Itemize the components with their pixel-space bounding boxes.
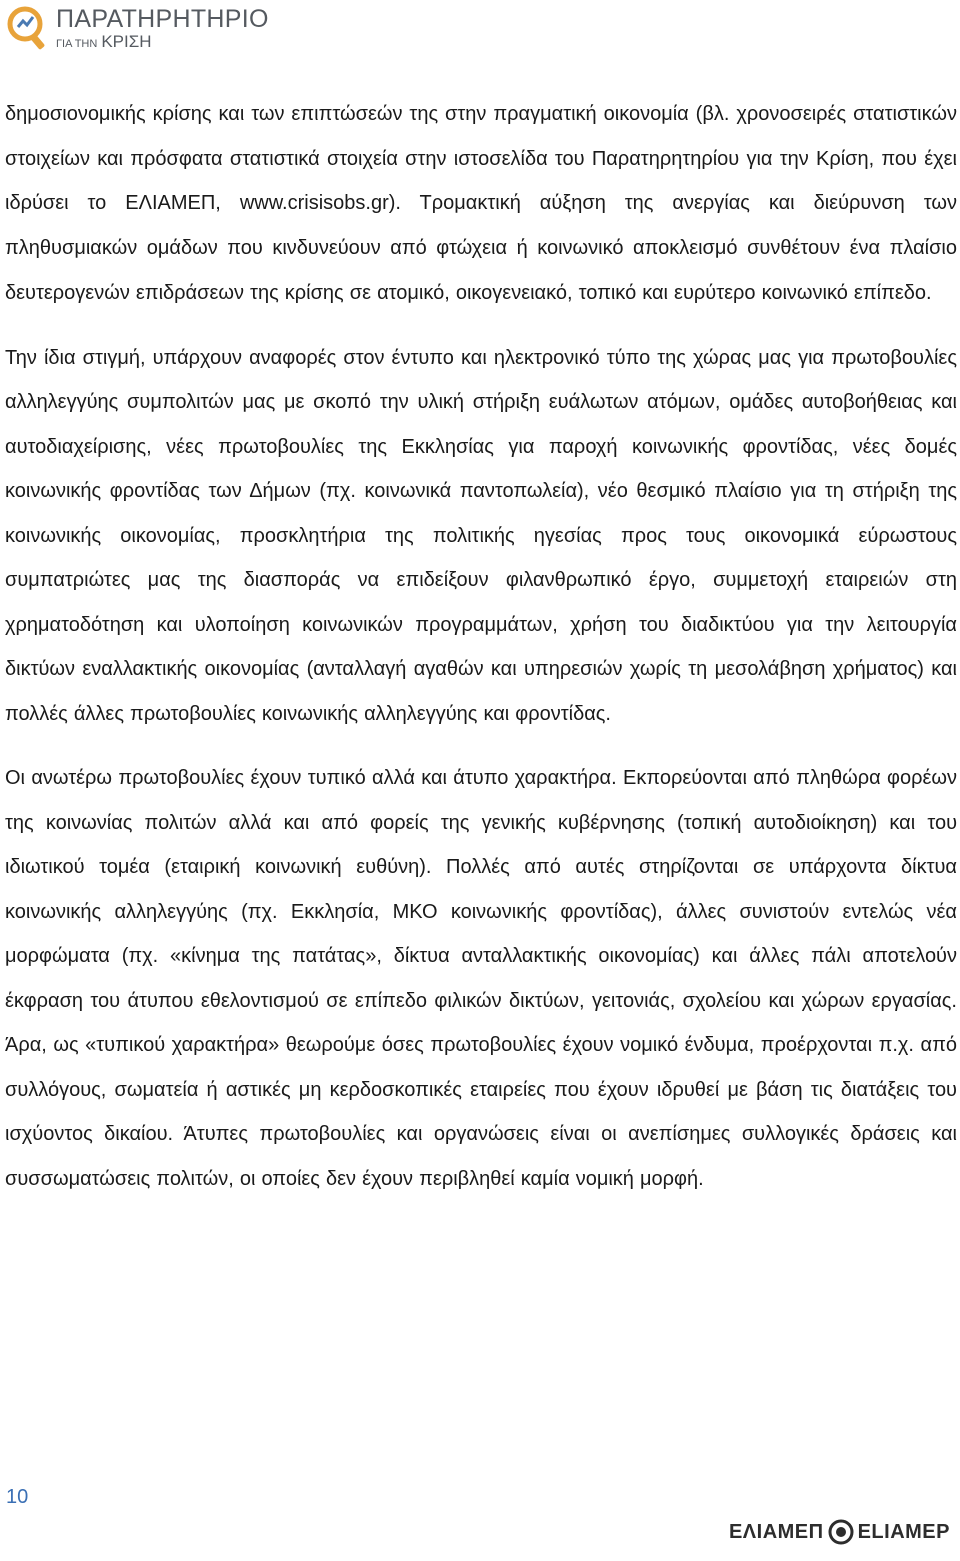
paragraph-2: Την ίδια στιγμή, υπάρχουν αναφορές στον έντυπο και ηλεκτρονικό τύπο της χώρας μας για πρωτοβουλίες αλληλεγγύης συμπολιτών μας με σκοπό την υλική στήριξη ευάλωτων ατόμων, ομάδες αυτοβοήθειας και αυτοδιαχείρισης, νέες πρωτοβουλίες της Εκκλησίας για παροχή κοινωνικής φροντίδας, νέες δομές κοινωνικής φροντίδας των Δήμων (πχ. κοινωνικά παντοπωλεία), νέο θεσμικό πλαίσιο για τη στήριξη της κοινωνικής οικονομίας, προσκλητήρια της πολιτικής ηγεσίας προς τους οικονομικά εύρωστους συμπατριώτες μας της διασποράς να επιδείξουν φιλανθρωπικό έργο, συμμετοχή εταιρειών στη χρηματοδότηση και υλοποίηση κοινωνικών προγραμμάτων, χρήση του διαδικτύου για την λειτουργία δικτύων εναλλακτικής οικονομίας (ανταλλαγή αγαθών και υπηρεσιών χωρίς τη μεσολάβηση χρήματος) και πολλές άλλες πρωτοβουλίες κοινωνικής αλληλεγγύης και φροντίδας. — [5, 346, 957, 725]
paragraph-3: Οι ανωτέρω πρωτοβουλίες έχουν τυπικό αλλά και άτυπο χαρακτήρα. Εκπορεύονται από πληθώρα φορέων της κοινωνίας πολιτών αλλά και από φορείς της γενικής κυβέρνησης (τοπική αυτοδιοίκηση) και του ιδιωτικού τομέα (εταιρική κοινωνική ευθύνη). Πολλές από αυτές στηρίζονται σε υπάρχοντα δίκτυα κοινωνικής αλληλεγγύης (πχ. Εκκλησία, ΜΚΟ κοινωνικής φροντίδας), άλλες συνιστούν εντελώς νέα μορφώματα (πχ. «κίνημα της πατάτας», δίκτυα ανταλλακτικής οικονομίας) και άλλες πάλι αποτελούν έκφραση του άτυπου εθελοντισμού σε επίπεδο φιλικών δικτύων, γειτονιάς, σχολείου και χώρων εργασίας. Άρα, ως «τυπικού χαρακτήρα» θεωρούμε όσες πρωτοβουλίες έχουν νομικό ένδυμα, προέρχονται π.χ. από συλλόγους, σωματεία ή αστικές μη κερδοσκοπικές εταιρείες που έχουν ιδρυθεί με βάση τις διατάξεις του ισχύοντος δικαίου. Άτυπες πρωτοβουλίες και οργανώσεις είναι οι ανεπίσημες συλλογικές δράσεις και συσσωματώσεις πολιτών, οι οποίες δεν έχουν περιβληθεί καμία νομική μορφή. — [5, 767, 957, 1190]
document-body — [5, 92, 957, 1221]
footer-logo-latin: ELIAMEP — [857, 1520, 950, 1543]
crisis-observatory-logo-icon — [6, 5, 48, 51]
logo-subtitle: ΚΡΙΣΗ — [101, 31, 152, 51]
page-number: 10 — [6, 1486, 29, 1508]
paragraph-1: δημοσιονομικής κρίσης και των επιπτώσεών της στην πραγματική οικονομία (βλ. χρονοσειρές στατιστικών στοιχείων και πρόσφατα στατιστικά στοιχεία στην ιστοσελίδα του Παρατηρητηρίου για την Κρίση, που έχει ιδρύσει το ΕΛΙΑΜΕΠ, www.crisisobs.gr). Τρομακτική αύξηση της ανεργίας και διεύρυνση των πληθυσμιακών ομάδων που κινδυνεύουν από φτώχεια ή κοινωνικό αποκλεισμό συνθέτουν ένα πλαίσιο δευτερογενών επιδράσεων της κρίσης σε ατομικό, οικογενειακό, τοπικό και ευρύτερο κοινωνικό επίπεδο. — [5, 103, 957, 304]
footer-logo-greek: ΕΛΙΑΜΕΠ — [728, 1520, 824, 1543]
logo-subtitle-small: ΓΙΑ ΤΗΝ — [56, 37, 98, 50]
logo-title: ΠΑΡΑΤΗΡΗΤΗΡΙΟ — [56, 4, 269, 33]
footer-logo — [729, 1519, 950, 1545]
header-logo — [6, 4, 269, 52]
eliamep-emblem-icon — [828, 1519, 854, 1545]
